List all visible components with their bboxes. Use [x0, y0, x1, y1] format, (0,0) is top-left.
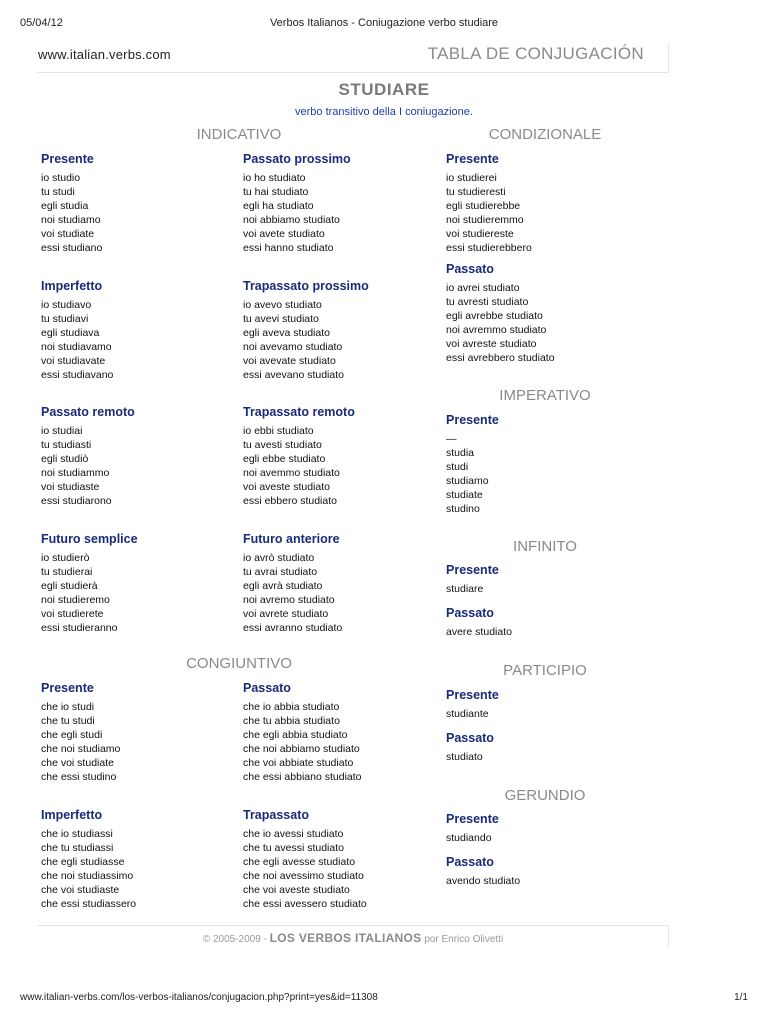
page-header-title: TABLA DE CONJUGACIÓN — [427, 44, 644, 63]
conjugation-form: egli avrebbe studiato — [446, 309, 543, 322]
header-divider — [37, 72, 669, 73]
conjugation-form: che essi abbiano studiato — [243, 770, 362, 783]
verb-title: STUDIARE — [338, 80, 430, 99]
conjugation-form: essi studieranno — [41, 621, 118, 634]
mood-imperativo: IMPERATIVO — [499, 387, 591, 404]
author-text: por Enrico Olivetti — [421, 934, 504, 945]
tense-block-ind-imperfetto — [41, 279, 113, 382]
conjugation-form: studino — [446, 502, 480, 515]
conjugation-form: io studierò — [41, 552, 90, 564]
conjugation-form: essi avranno studiato — [243, 621, 343, 634]
site-name: www.italian.verbs.com — [38, 47, 171, 62]
page-number: 1/1 — [734, 992, 748, 1003]
conjugation-form: voi avete studiato — [243, 227, 325, 240]
conjugation-list — [41, 172, 102, 255]
tense-block-cond-presente — [446, 152, 532, 255]
tense-title: Passato — [446, 731, 494, 745]
conjugation-form: io avrei studiato — [446, 282, 520, 294]
tense-block-ind-passato-remoto — [41, 405, 135, 508]
mood-participio: PARTICIPIO — [503, 662, 587, 679]
conjugation-form: che egli avesse studiato — [243, 855, 356, 868]
conjugation-form: voi aveste studiato — [243, 480, 330, 493]
conjugation-form: voi studiereste — [446, 227, 514, 240]
conjugation-form: studi — [446, 460, 469, 473]
conjugation-form: voi avrete studiato — [243, 607, 329, 620]
tense-block-ind-trapassato-prossimo — [243, 279, 369, 382]
conjugation-form: che voi studiaste — [41, 883, 120, 896]
conjugation-form: tu studieresti — [446, 185, 506, 198]
footer-divider — [37, 925, 669, 926]
conjugation-form: io studiavo — [41, 299, 92, 311]
tense-title: Futuro anteriore — [243, 532, 340, 546]
conjugation-form: egli studierà — [41, 579, 98, 592]
tense-block-part-presente — [446, 688, 499, 722]
conjugation-form: voi studiaste — [41, 480, 100, 493]
tense-block-cong-trapassato — [243, 808, 367, 911]
conjugation-form: che voi studiate — [41, 756, 114, 769]
conjugation-list — [243, 828, 367, 911]
conjugation-form: che noi studiassimo — [41, 869, 134, 882]
conjugation-form: io avrò studiato — [243, 552, 315, 564]
tense-block-cong-passato — [243, 681, 362, 784]
conjugation-form: — — [446, 433, 457, 445]
tense-block-ind-futuro-anteriore — [243, 532, 342, 635]
conjugation-list — [243, 425, 355, 508]
conjugation-form: che voi aveste studiato — [243, 883, 350, 896]
conjugation-form: che io studiassi — [41, 828, 113, 840]
conjugation-form: studiare — [446, 583, 484, 595]
conjugation-form: studiato — [446, 751, 483, 763]
conjugation-form: egli avrà studiato — [243, 579, 323, 592]
conjugation-form: egli studia — [41, 199, 89, 212]
conjugation-form: studiando — [446, 832, 492, 844]
conjugation-form: noi avremo studiato — [243, 593, 335, 606]
tense-title: Presente — [446, 563, 499, 577]
print-url: www.italian-verbs.com/los-verbos-italianos/conjugacion.php?print=yes&id=11308 — [20, 992, 378, 1003]
tense-title: Futuro semplice — [41, 532, 138, 546]
tense-block-ind-presente — [41, 152, 102, 255]
conjugation-list — [446, 282, 555, 365]
conjugation-form: essi avrebbero studiato — [446, 351, 555, 364]
mood-infinito: INFINITO — [513, 538, 577, 555]
print-title: Verbos Italianos - Coniugazione verbo studiare — [269, 17, 499, 29]
conjugation-form: tu studi — [41, 185, 75, 198]
tense-block-ger-passato — [446, 855, 520, 889]
conjugation-form: noi studieremmo — [446, 213, 524, 226]
conjugation-form: tu studierai — [41, 565, 93, 578]
verb-description: verbo transitivo della I coniugazione. — [295, 106, 473, 118]
tense-title: Imperfetto — [41, 808, 103, 822]
mood-indicativo: INDICATIVO — [196, 126, 282, 143]
conjugation-list — [446, 626, 512, 640]
conjugation-list — [243, 701, 362, 784]
tense-block-cong-imperfetto — [41, 808, 136, 911]
conjugation-form: noi studiavamo — [41, 340, 112, 353]
conjugation-form: che egli abbia studiato — [243, 728, 348, 741]
tense-block-imp-presente — [446, 413, 499, 516]
tense-title: Presente — [446, 812, 499, 826]
tense-block-ind-trapassato-remoto — [243, 405, 355, 508]
conjugation-form: avere studiato — [446, 626, 512, 638]
conjugation-form: avendo studiato — [446, 875, 521, 887]
conjugation-form: noi avremmo studiato — [446, 323, 547, 336]
conjugation-list — [446, 583, 499, 597]
conjugation-list — [446, 751, 494, 765]
conjugation-form: che tu avessi studiato — [243, 841, 344, 854]
tense-title: Presente — [446, 413, 499, 427]
mood-congiuntivo: CONGIUNTIVO — [186, 655, 292, 672]
tense-title: Presente — [41, 681, 94, 695]
tense-block-ind-futuro-semplice — [41, 532, 138, 635]
tense-title: Passato — [446, 855, 494, 869]
tense-title: Presente — [41, 152, 94, 166]
tense-title: Passato prossimo — [243, 152, 351, 166]
conjugation-form: voi studierete — [41, 607, 104, 620]
tense-title: Trapassato prossimo — [243, 279, 369, 293]
conjugation-form: studiante — [446, 708, 489, 720]
conjugation-form: voi studiate — [41, 227, 95, 240]
conjugation-form: noi abbiamo studiato — [243, 213, 340, 226]
tense-title: Passato — [446, 606, 494, 620]
conjugation-form: essi studiano — [41, 241, 103, 254]
conjugation-form: essi ebbero studiato — [243, 494, 337, 507]
tense-block-cond-passato — [446, 262, 555, 365]
conjugation-form: che io studi — [41, 701, 95, 713]
conjugation-list — [243, 552, 342, 635]
brand-link[interactable]: LOS VERBOS ITALIANOS — [269, 931, 422, 945]
tense-block-inf-passato — [446, 606, 512, 640]
conjugation-form: tu avresti studiato — [446, 295, 529, 308]
tense-title: Presente — [446, 152, 499, 166]
conjugation-form: che tu studi — [41, 714, 95, 727]
conjugation-form: essi studierebbero — [446, 241, 532, 254]
conjugation-form: che noi avessimo studiato — [243, 869, 364, 882]
mood-gerundio: GERUNDIO — [504, 787, 586, 804]
conjugation-form: studia — [446, 446, 475, 459]
conjugation-form: egli studiò — [41, 452, 89, 465]
conjugation-list — [446, 433, 499, 516]
print-date: 05/04/12 — [20, 17, 63, 29]
conjugation-form: essi studiavano — [41, 368, 114, 381]
conjugation-form: essi studiarono — [41, 494, 112, 507]
conjugation-form: tu studiasti — [41, 438, 92, 451]
conjugation-list — [243, 172, 351, 255]
conjugation-form: che io abbia studiato — [243, 701, 340, 713]
conjugation-list — [446, 172, 532, 255]
conjugation-form: egli studiava — [41, 326, 100, 339]
conjugation-list — [41, 701, 120, 784]
tense-title: Trapassato remoto — [243, 405, 355, 419]
conjugation-form: noi studiamo — [41, 213, 101, 226]
conjugation-form: che io avessi studiato — [243, 828, 344, 840]
conjugation-form: noi studiammo — [41, 466, 110, 479]
conjugation-list — [41, 425, 135, 508]
conjugation-form: io studiai — [41, 425, 83, 437]
conjugation-form: voi avevate studiato — [243, 354, 336, 367]
tense-block-ind-passato-prossimo — [243, 152, 351, 255]
conjugation-form: tu avevi studiato — [243, 312, 319, 325]
conjugation-form: che egli studi — [41, 728, 103, 741]
conjugation-form: studiamo — [446, 474, 489, 487]
header-divider-vertical — [668, 44, 669, 73]
conjugation-form: noi studieremo — [41, 593, 110, 606]
conjugation-form: essi avevano studiato — [243, 368, 344, 381]
conjugation-form: che tu abbia studiato — [243, 714, 340, 727]
conjugation-form: egli ebbe studiato — [243, 452, 326, 465]
conjugation-form: essi hanno studiato — [243, 241, 334, 254]
tense-title: Passato — [446, 262, 494, 276]
conjugation-list — [243, 299, 369, 382]
conjugation-list — [41, 828, 136, 911]
conjugation-form: noi avevamo studiato — [243, 340, 343, 353]
conjugation-form: egli aveva studiato — [243, 326, 330, 339]
conjugation-list — [446, 708, 499, 722]
tense-title: Imperfetto — [41, 279, 103, 293]
conjugation-form: tu avesti studiato — [243, 438, 322, 451]
conjugation-list — [446, 832, 499, 846]
conjugation-list — [446, 875, 520, 889]
conjugation-form: voi studiavate — [41, 354, 106, 367]
conjugation-form: voi avreste studiato — [446, 337, 537, 350]
conjugation-form: io studio — [41, 172, 81, 184]
page-footer — [0, 931, 706, 945]
tense-title: Trapassato — [243, 808, 310, 822]
copyright-text: © 2005-2009 - — [202, 934, 270, 945]
tense-block-ger-presente — [446, 812, 499, 846]
tense-block-cong-presente — [41, 681, 120, 784]
tense-title: Presente — [446, 688, 499, 702]
conjugation-form: che voi abbiate studiato — [243, 756, 354, 769]
conjugation-form: io avevo studiato — [243, 299, 322, 311]
conjugation-form: che essi studiassero — [41, 897, 137, 910]
tense-block-inf-presente — [446, 563, 499, 597]
conjugation-list — [41, 552, 138, 635]
conjugation-form: noi avemmo studiato — [243, 466, 340, 479]
conjugation-form: io ebbi studiato — [243, 425, 314, 437]
tense-title: Passato — [243, 681, 291, 695]
conjugation-form: che noi abbiamo studiato — [243, 742, 360, 755]
conjugation-form: che essi avessero studiato — [243, 897, 367, 910]
conjugation-form: che tu studiassi — [41, 841, 114, 854]
conjugation-form: che essi studino — [41, 770, 117, 783]
conjugation-form: tu hai studiato — [243, 185, 309, 198]
tense-block-part-passato — [446, 731, 494, 765]
conjugation-form: egli studierebbe — [446, 199, 521, 212]
conjugation-form: che noi studiamo — [41, 742, 121, 755]
conjugation-form: egli ha studiato — [243, 199, 314, 212]
conjugation-form: che egli studiasse — [41, 855, 125, 868]
conjugation-form: io ho studiato — [243, 172, 306, 184]
conjugation-list — [41, 299, 113, 382]
mood-condizionale: CONDIZIONALE — [488, 126, 602, 143]
tense-title: Passato remoto — [41, 405, 135, 419]
conjugation-form: studiate — [446, 488, 483, 501]
conjugation-form: tu studiavi — [41, 312, 89, 325]
conjugation-form: tu avrai studiato — [243, 565, 318, 578]
conjugation-form: io studierei — [446, 172, 497, 184]
